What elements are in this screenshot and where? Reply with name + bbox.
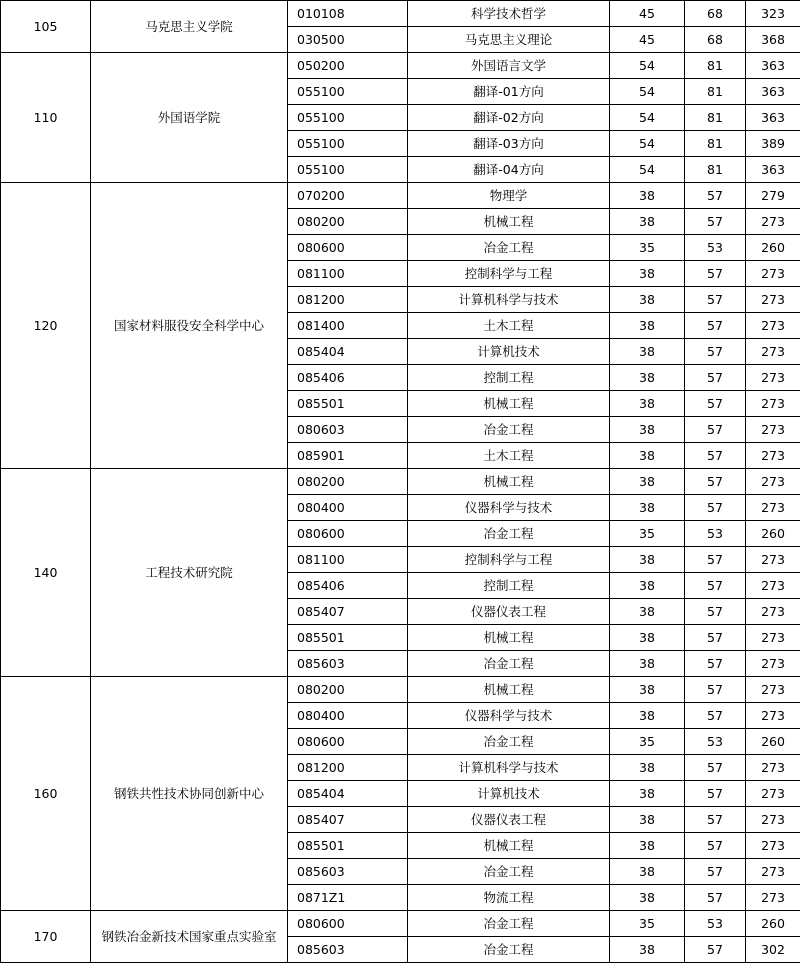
total-score-cell: 273 xyxy=(746,651,800,677)
major-name-cell: 科学技术哲学 xyxy=(408,1,610,27)
total-score-cell: 273 xyxy=(746,339,800,365)
total-score-cell: 273 xyxy=(746,755,800,781)
single-subject-over100-cell: 53 xyxy=(685,729,746,755)
single-subject-100-cell: 38 xyxy=(610,183,685,209)
total-score-cell: 260 xyxy=(746,729,800,755)
single-subject-over100-cell: 53 xyxy=(685,235,746,261)
major-name-cell: 土木工程 xyxy=(408,313,610,339)
single-subject-100-cell: 54 xyxy=(610,131,685,157)
total-score-cell: 368 xyxy=(746,27,800,53)
total-score-cell: 273 xyxy=(746,885,800,911)
major-name-cell: 仪器科学与技术 xyxy=(408,703,610,729)
single-subject-over100-cell: 57 xyxy=(685,287,746,313)
table-row xyxy=(1,911,800,937)
total-score-cell: 302 xyxy=(746,937,800,963)
single-subject-100-cell: 38 xyxy=(610,365,685,391)
total-score-cell: 389 xyxy=(746,131,800,157)
single-subject-100-cell: 38 xyxy=(610,755,685,781)
major-code-cell: 080400 xyxy=(288,495,408,521)
major-code-cell: 085407 xyxy=(288,807,408,833)
college-name-cell: 工程技术研究院 xyxy=(91,469,288,677)
single-subject-100-cell: 38 xyxy=(610,391,685,417)
major-code-cell: 085603 xyxy=(288,937,408,963)
single-subject-100-cell: 38 xyxy=(610,807,685,833)
single-subject-over100-cell: 57 xyxy=(685,469,746,495)
major-code-cell: 081100 xyxy=(288,547,408,573)
single-subject-100-cell: 45 xyxy=(610,27,685,53)
major-code-cell: 030500 xyxy=(288,27,408,53)
college-code-cell: 120 xyxy=(1,183,91,469)
single-subject-over100-cell: 57 xyxy=(685,755,746,781)
single-subject-over100-cell: 57 xyxy=(685,313,746,339)
major-name-cell: 机械工程 xyxy=(408,833,610,859)
single-subject-100-cell: 35 xyxy=(610,729,685,755)
single-subject-100-cell: 38 xyxy=(610,261,685,287)
major-name-cell: 控制工程 xyxy=(408,573,610,599)
single-subject-over100-cell: 57 xyxy=(685,573,746,599)
total-score-cell: 260 xyxy=(746,911,800,937)
single-subject-100-cell: 35 xyxy=(610,235,685,261)
single-subject-over100-cell: 57 xyxy=(685,651,746,677)
single-subject-over100-cell: 57 xyxy=(685,885,746,911)
single-subject-over100-cell: 57 xyxy=(685,339,746,365)
total-score-cell: 260 xyxy=(746,521,800,547)
major-name-cell: 冶金工程 xyxy=(408,729,610,755)
single-subject-100-cell: 38 xyxy=(610,339,685,365)
major-name-cell: 翻译-01方向 xyxy=(408,79,610,105)
major-name-cell: 控制科学与工程 xyxy=(408,547,610,573)
single-subject-100-cell: 38 xyxy=(610,885,685,911)
major-code-cell: 070200 xyxy=(288,183,408,209)
total-score-cell: 273 xyxy=(746,807,800,833)
table-body xyxy=(1,1,800,963)
major-name-cell: 冶金工程 xyxy=(408,235,610,261)
table-row xyxy=(1,1,800,27)
single-subject-over100-cell: 68 xyxy=(685,27,746,53)
major-name-cell: 冶金工程 xyxy=(408,651,610,677)
college-name-cell: 外国语学院 xyxy=(91,53,288,183)
table-row xyxy=(1,469,800,495)
major-code-cell: 085501 xyxy=(288,833,408,859)
total-score-cell: 273 xyxy=(746,677,800,703)
major-code-cell: 085603 xyxy=(288,651,408,677)
single-subject-over100-cell: 57 xyxy=(685,625,746,651)
major-code-cell: 085404 xyxy=(288,339,408,365)
total-score-cell: 363 xyxy=(746,105,800,131)
major-code-cell: 080200 xyxy=(288,469,408,495)
single-subject-over100-cell: 81 xyxy=(685,157,746,183)
major-name-cell: 机械工程 xyxy=(408,209,610,235)
single-subject-100-cell: 54 xyxy=(610,53,685,79)
single-subject-100-cell: 38 xyxy=(610,703,685,729)
single-subject-100-cell: 38 xyxy=(610,573,685,599)
major-name-cell: 物流工程 xyxy=(408,885,610,911)
single-subject-over100-cell: 57 xyxy=(685,807,746,833)
college-name-cell: 钢铁冶金新技术国家重点实验室 xyxy=(91,911,288,963)
major-name-cell: 控制工程 xyxy=(408,365,610,391)
major-name-cell: 冶金工程 xyxy=(408,521,610,547)
single-subject-over100-cell: 57 xyxy=(685,599,746,625)
single-subject-100-cell: 38 xyxy=(610,287,685,313)
major-name-cell: 翻译-04方向 xyxy=(408,157,610,183)
total-score-cell: 323 xyxy=(746,1,800,27)
single-subject-100-cell: 38 xyxy=(610,781,685,807)
single-subject-over100-cell: 57 xyxy=(685,781,746,807)
major-name-cell: 翻译-02方向 xyxy=(408,105,610,131)
single-subject-over100-cell: 57 xyxy=(685,703,746,729)
total-score-cell: 363 xyxy=(746,157,800,183)
single-subject-100-cell: 38 xyxy=(610,599,685,625)
major-code-cell: 080600 xyxy=(288,729,408,755)
total-score-cell: 273 xyxy=(746,469,800,495)
total-score-cell: 273 xyxy=(746,261,800,287)
total-score-cell: 273 xyxy=(746,313,800,339)
major-code-cell: 010108 xyxy=(288,1,408,27)
single-subject-100-cell: 38 xyxy=(610,547,685,573)
single-subject-over100-cell: 53 xyxy=(685,521,746,547)
total-score-cell: 273 xyxy=(746,417,800,443)
major-name-cell: 冶金工程 xyxy=(408,417,610,443)
major-code-cell: 055100 xyxy=(288,79,408,105)
major-code-cell: 085406 xyxy=(288,365,408,391)
single-subject-100-cell: 38 xyxy=(610,469,685,495)
single-subject-100-cell: 38 xyxy=(610,859,685,885)
total-score-cell: 363 xyxy=(746,53,800,79)
major-code-cell: 085501 xyxy=(288,625,408,651)
major-code-cell: 080200 xyxy=(288,209,408,235)
college-code-cell: 105 xyxy=(1,1,91,53)
total-score-cell: 273 xyxy=(746,833,800,859)
major-name-cell: 土木工程 xyxy=(408,443,610,469)
major-code-cell: 085901 xyxy=(288,443,408,469)
single-subject-100-cell: 38 xyxy=(610,677,685,703)
major-code-cell: 081200 xyxy=(288,287,408,313)
total-score-cell: 273 xyxy=(746,859,800,885)
single-subject-100-cell: 38 xyxy=(610,833,685,859)
major-name-cell: 外国语言文学 xyxy=(408,53,610,79)
single-subject-100-cell: 35 xyxy=(610,521,685,547)
major-code-cell: 080600 xyxy=(288,235,408,261)
single-subject-100-cell: 54 xyxy=(610,157,685,183)
single-subject-over100-cell: 57 xyxy=(685,937,746,963)
total-score-cell: 273 xyxy=(746,781,800,807)
major-name-cell: 计算机科学与技术 xyxy=(408,755,610,781)
major-code-cell: 0871Z1 xyxy=(288,885,408,911)
single-subject-over100-cell: 57 xyxy=(685,365,746,391)
major-name-cell: 计算机技术 xyxy=(408,781,610,807)
major-name-cell: 冶金工程 xyxy=(408,937,610,963)
major-name-cell: 机械工程 xyxy=(408,625,610,651)
major-code-cell: 085501 xyxy=(288,391,408,417)
college-code-cell: 110 xyxy=(1,53,91,183)
major-code-cell: 080600 xyxy=(288,911,408,937)
single-subject-100-cell: 38 xyxy=(610,313,685,339)
college-code-cell: 170 xyxy=(1,911,91,963)
major-name-cell: 控制科学与工程 xyxy=(408,261,610,287)
single-subject-over100-cell: 81 xyxy=(685,105,746,131)
single-subject-100-cell: 35 xyxy=(610,911,685,937)
single-subject-100-cell: 54 xyxy=(610,105,685,131)
single-subject-over100-cell: 57 xyxy=(685,833,746,859)
single-subject-over100-cell: 57 xyxy=(685,183,746,209)
single-subject-over100-cell: 68 xyxy=(685,1,746,27)
major-code-cell: 055100 xyxy=(288,131,408,157)
total-score-cell: 273 xyxy=(746,599,800,625)
major-code-cell: 085603 xyxy=(288,859,408,885)
major-name-cell: 机械工程 xyxy=(408,391,610,417)
table-row xyxy=(1,53,800,79)
major-code-cell: 081400 xyxy=(288,313,408,339)
major-code-cell: 055100 xyxy=(288,157,408,183)
college-name-cell: 国家材料服役安全科学中心 xyxy=(91,183,288,469)
total-score-cell: 273 xyxy=(746,365,800,391)
total-score-cell: 279 xyxy=(746,183,800,209)
total-score-cell: 273 xyxy=(746,209,800,235)
single-subject-over100-cell: 57 xyxy=(685,547,746,573)
total-score-cell: 273 xyxy=(746,625,800,651)
major-name-cell: 仪器仪表工程 xyxy=(408,807,610,833)
single-subject-100-cell: 38 xyxy=(610,495,685,521)
major-name-cell: 翻译-03方向 xyxy=(408,131,610,157)
table-row xyxy=(1,183,800,209)
single-subject-100-cell: 38 xyxy=(610,443,685,469)
single-subject-over100-cell: 57 xyxy=(685,859,746,885)
single-subject-100-cell: 38 xyxy=(610,651,685,677)
single-subject-100-cell: 45 xyxy=(610,1,685,27)
total-score-cell: 363 xyxy=(746,79,800,105)
single-subject-over100-cell: 81 xyxy=(685,53,746,79)
single-subject-over100-cell: 57 xyxy=(685,209,746,235)
college-name-cell: 钢铁共性技术协同创新中心 xyxy=(91,677,288,911)
major-name-cell: 马克思主义理论 xyxy=(408,27,610,53)
major-code-cell: 085407 xyxy=(288,599,408,625)
single-subject-100-cell: 38 xyxy=(610,417,685,443)
major-code-cell: 085404 xyxy=(288,781,408,807)
major-name-cell: 仪器仪表工程 xyxy=(408,599,610,625)
total-score-cell: 273 xyxy=(746,391,800,417)
single-subject-over100-cell: 57 xyxy=(685,677,746,703)
college-name-cell: 马克思主义学院 xyxy=(91,1,288,53)
major-name-cell: 冶金工程 xyxy=(408,911,610,937)
major-name-cell: 机械工程 xyxy=(408,469,610,495)
major-code-cell: 080200 xyxy=(288,677,408,703)
single-subject-over100-cell: 57 xyxy=(685,391,746,417)
major-code-cell: 080600 xyxy=(288,521,408,547)
major-name-cell: 仪器科学与技术 xyxy=(408,495,610,521)
single-subject-over100-cell: 57 xyxy=(685,443,746,469)
major-code-cell: 080400 xyxy=(288,703,408,729)
single-subject-100-cell: 38 xyxy=(610,209,685,235)
major-code-cell: 050200 xyxy=(288,53,408,79)
table-row xyxy=(1,677,800,703)
major-name-cell: 机械工程 xyxy=(408,677,610,703)
major-name-cell: 计算机技术 xyxy=(408,339,610,365)
major-name-cell: 物理学 xyxy=(408,183,610,209)
major-code-cell: 055100 xyxy=(288,105,408,131)
major-code-cell: 081200 xyxy=(288,755,408,781)
major-name-cell: 冶金工程 xyxy=(408,859,610,885)
total-score-cell: 260 xyxy=(746,235,800,261)
single-subject-over100-cell: 81 xyxy=(685,79,746,105)
major-name-cell: 计算机科学与技术 xyxy=(408,287,610,313)
single-subject-100-cell: 54 xyxy=(610,79,685,105)
college-code-cell: 160 xyxy=(1,677,91,911)
total-score-cell: 273 xyxy=(746,495,800,521)
total-score-cell: 273 xyxy=(746,443,800,469)
major-code-cell: 081100 xyxy=(288,261,408,287)
major-code-cell: 080603 xyxy=(288,417,408,443)
single-subject-100-cell: 38 xyxy=(610,625,685,651)
single-subject-over100-cell: 57 xyxy=(685,495,746,521)
single-subject-100-cell: 38 xyxy=(610,937,685,963)
total-score-cell: 273 xyxy=(746,573,800,599)
major-code-cell: 085406 xyxy=(288,573,408,599)
college-code-cell: 140 xyxy=(1,469,91,677)
total-score-cell: 273 xyxy=(746,547,800,573)
single-subject-over100-cell: 57 xyxy=(685,261,746,287)
total-score-cell: 273 xyxy=(746,703,800,729)
single-subject-over100-cell: 81 xyxy=(685,131,746,157)
single-subject-over100-cell: 53 xyxy=(685,911,746,937)
total-score-cell: 273 xyxy=(746,287,800,313)
single-subject-over100-cell: 57 xyxy=(685,417,746,443)
